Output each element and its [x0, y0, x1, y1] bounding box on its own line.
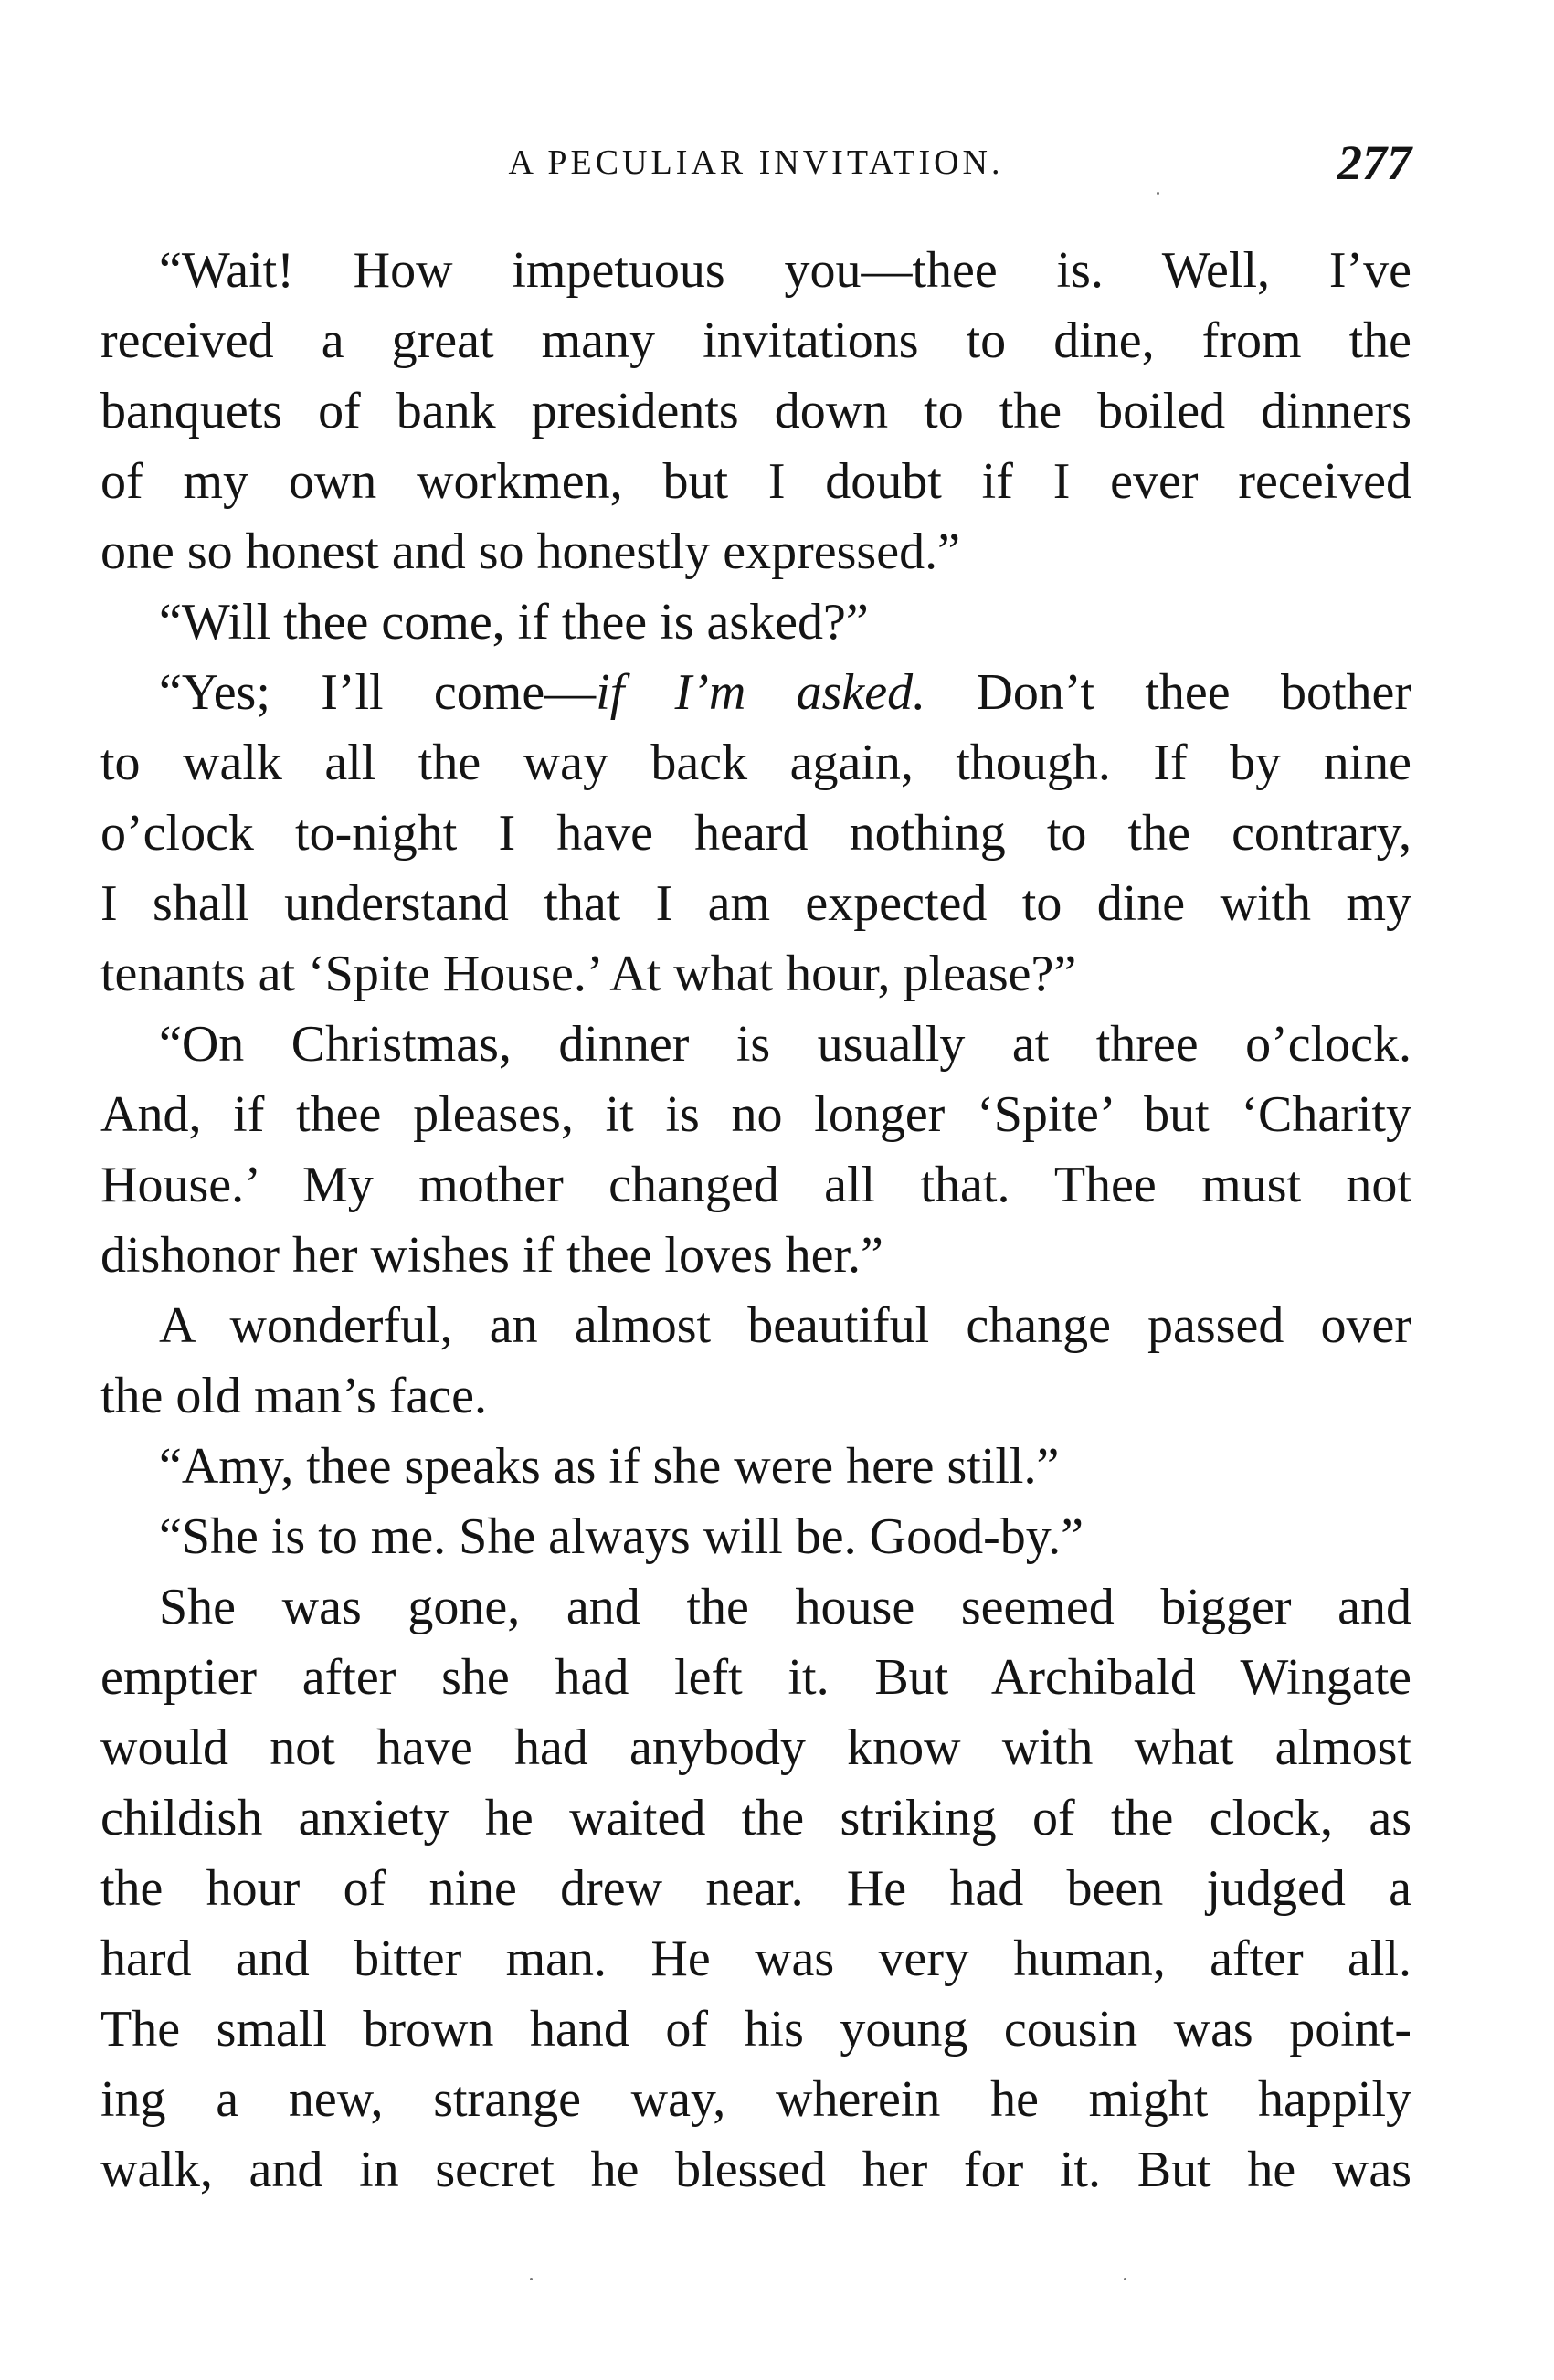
text-line	[100, 658, 1411, 728]
paper-speck	[1157, 192, 1159, 195]
text-line: “On Christmas, dinner is usually at three o’clock.	[159, 1016, 1411, 1073]
text-line: “Wait! How impetuous you—thee is. Well, I’ve	[159, 242, 1411, 299]
paragraph	[100, 1432, 1411, 1502]
running-title: A PECULIAR INVITATION.	[508, 143, 1004, 182]
text-line: banquets of bank presidents down to the boiled dinners	[100, 383, 1411, 439]
text-line: tenants at ‘Spite House.’ At what hour, please?”	[100, 946, 1077, 1002]
text-line: I shall understand that I am expected to dine with my	[100, 875, 1411, 932]
text-line: walk, and in secret he blessed her for it. But he was	[100, 2142, 1411, 2198]
text-line: The small brown hand of his young cousin was point-	[100, 2001, 1411, 2057]
text-line: ing a new, strange way, wherein he might happily	[100, 2071, 1411, 2128]
paragraph	[100, 587, 1411, 658]
text-line: She was gone, and the house seemed bigger and	[159, 1579, 1411, 1635]
text-line: of my own workmen, but I doubt if I ever received	[100, 453, 1411, 510]
text-line: o’clock to-night I have heard nothing to the contrary,	[100, 805, 1411, 862]
paragraph	[100, 236, 1411, 587]
italic-text-run: if I’m asked.	[596, 664, 926, 721]
text-line: the old man’s face.	[100, 1368, 487, 1424]
text-line: dishonor her wishes if thee loves her.”	[100, 1227, 883, 1284]
text-line: “Will thee come, if thee is asked?”	[159, 594, 869, 651]
text-line: A wonderful, an almost beautiful change passed over	[159, 1297, 1411, 1354]
paragraph	[100, 658, 1411, 1010]
text-line: emptier after she had left it. But Archibald Wingate	[100, 1649, 1411, 1706]
page-header	[100, 135, 1411, 190]
text-line: “Amy, thee speaks as if she were here still.”	[159, 1438, 1060, 1495]
paragraph	[100, 1291, 1411, 1432]
page-number: 277	[1337, 135, 1411, 190]
paper-speck	[530, 2278, 533, 2280]
text-line: And, if thee pleases, it is no longer ‘Spite’ but ‘Charity	[100, 1086, 1411, 1143]
text-line: to walk all the way back again, though. If by nine	[100, 735, 1411, 791]
text-line: one so honest and so honestly expressed.”	[100, 524, 960, 580]
text-run: “Yes; I’ll come—	[159, 664, 597, 721]
text-line: “She is to me. She always will be. Good-by.”	[159, 1508, 1084, 1565]
text-line: the hour of nine drew near. He had been judged a	[100, 1860, 1411, 1917]
paper-speck	[1124, 2278, 1126, 2280]
text-line: received a great many invitations to dine, from the	[100, 312, 1411, 369]
text-line: House.’ My mother changed all that. Thee must not	[100, 1157, 1411, 1213]
text-line: childish anxiety he waited the striking of the clock, as	[100, 1790, 1411, 1846]
paragraph	[100, 1572, 1411, 2205]
text-line: hard and bitter man. He was very human, after all.	[100, 1930, 1411, 1987]
paragraph	[100, 1010, 1411, 1291]
body-text	[100, 236, 1411, 2205]
text-line: would not have had anybody know with what almost	[100, 1719, 1411, 1776]
text-run: Don’t thee bother	[925, 664, 1411, 721]
paragraph	[100, 1502, 1411, 1572]
